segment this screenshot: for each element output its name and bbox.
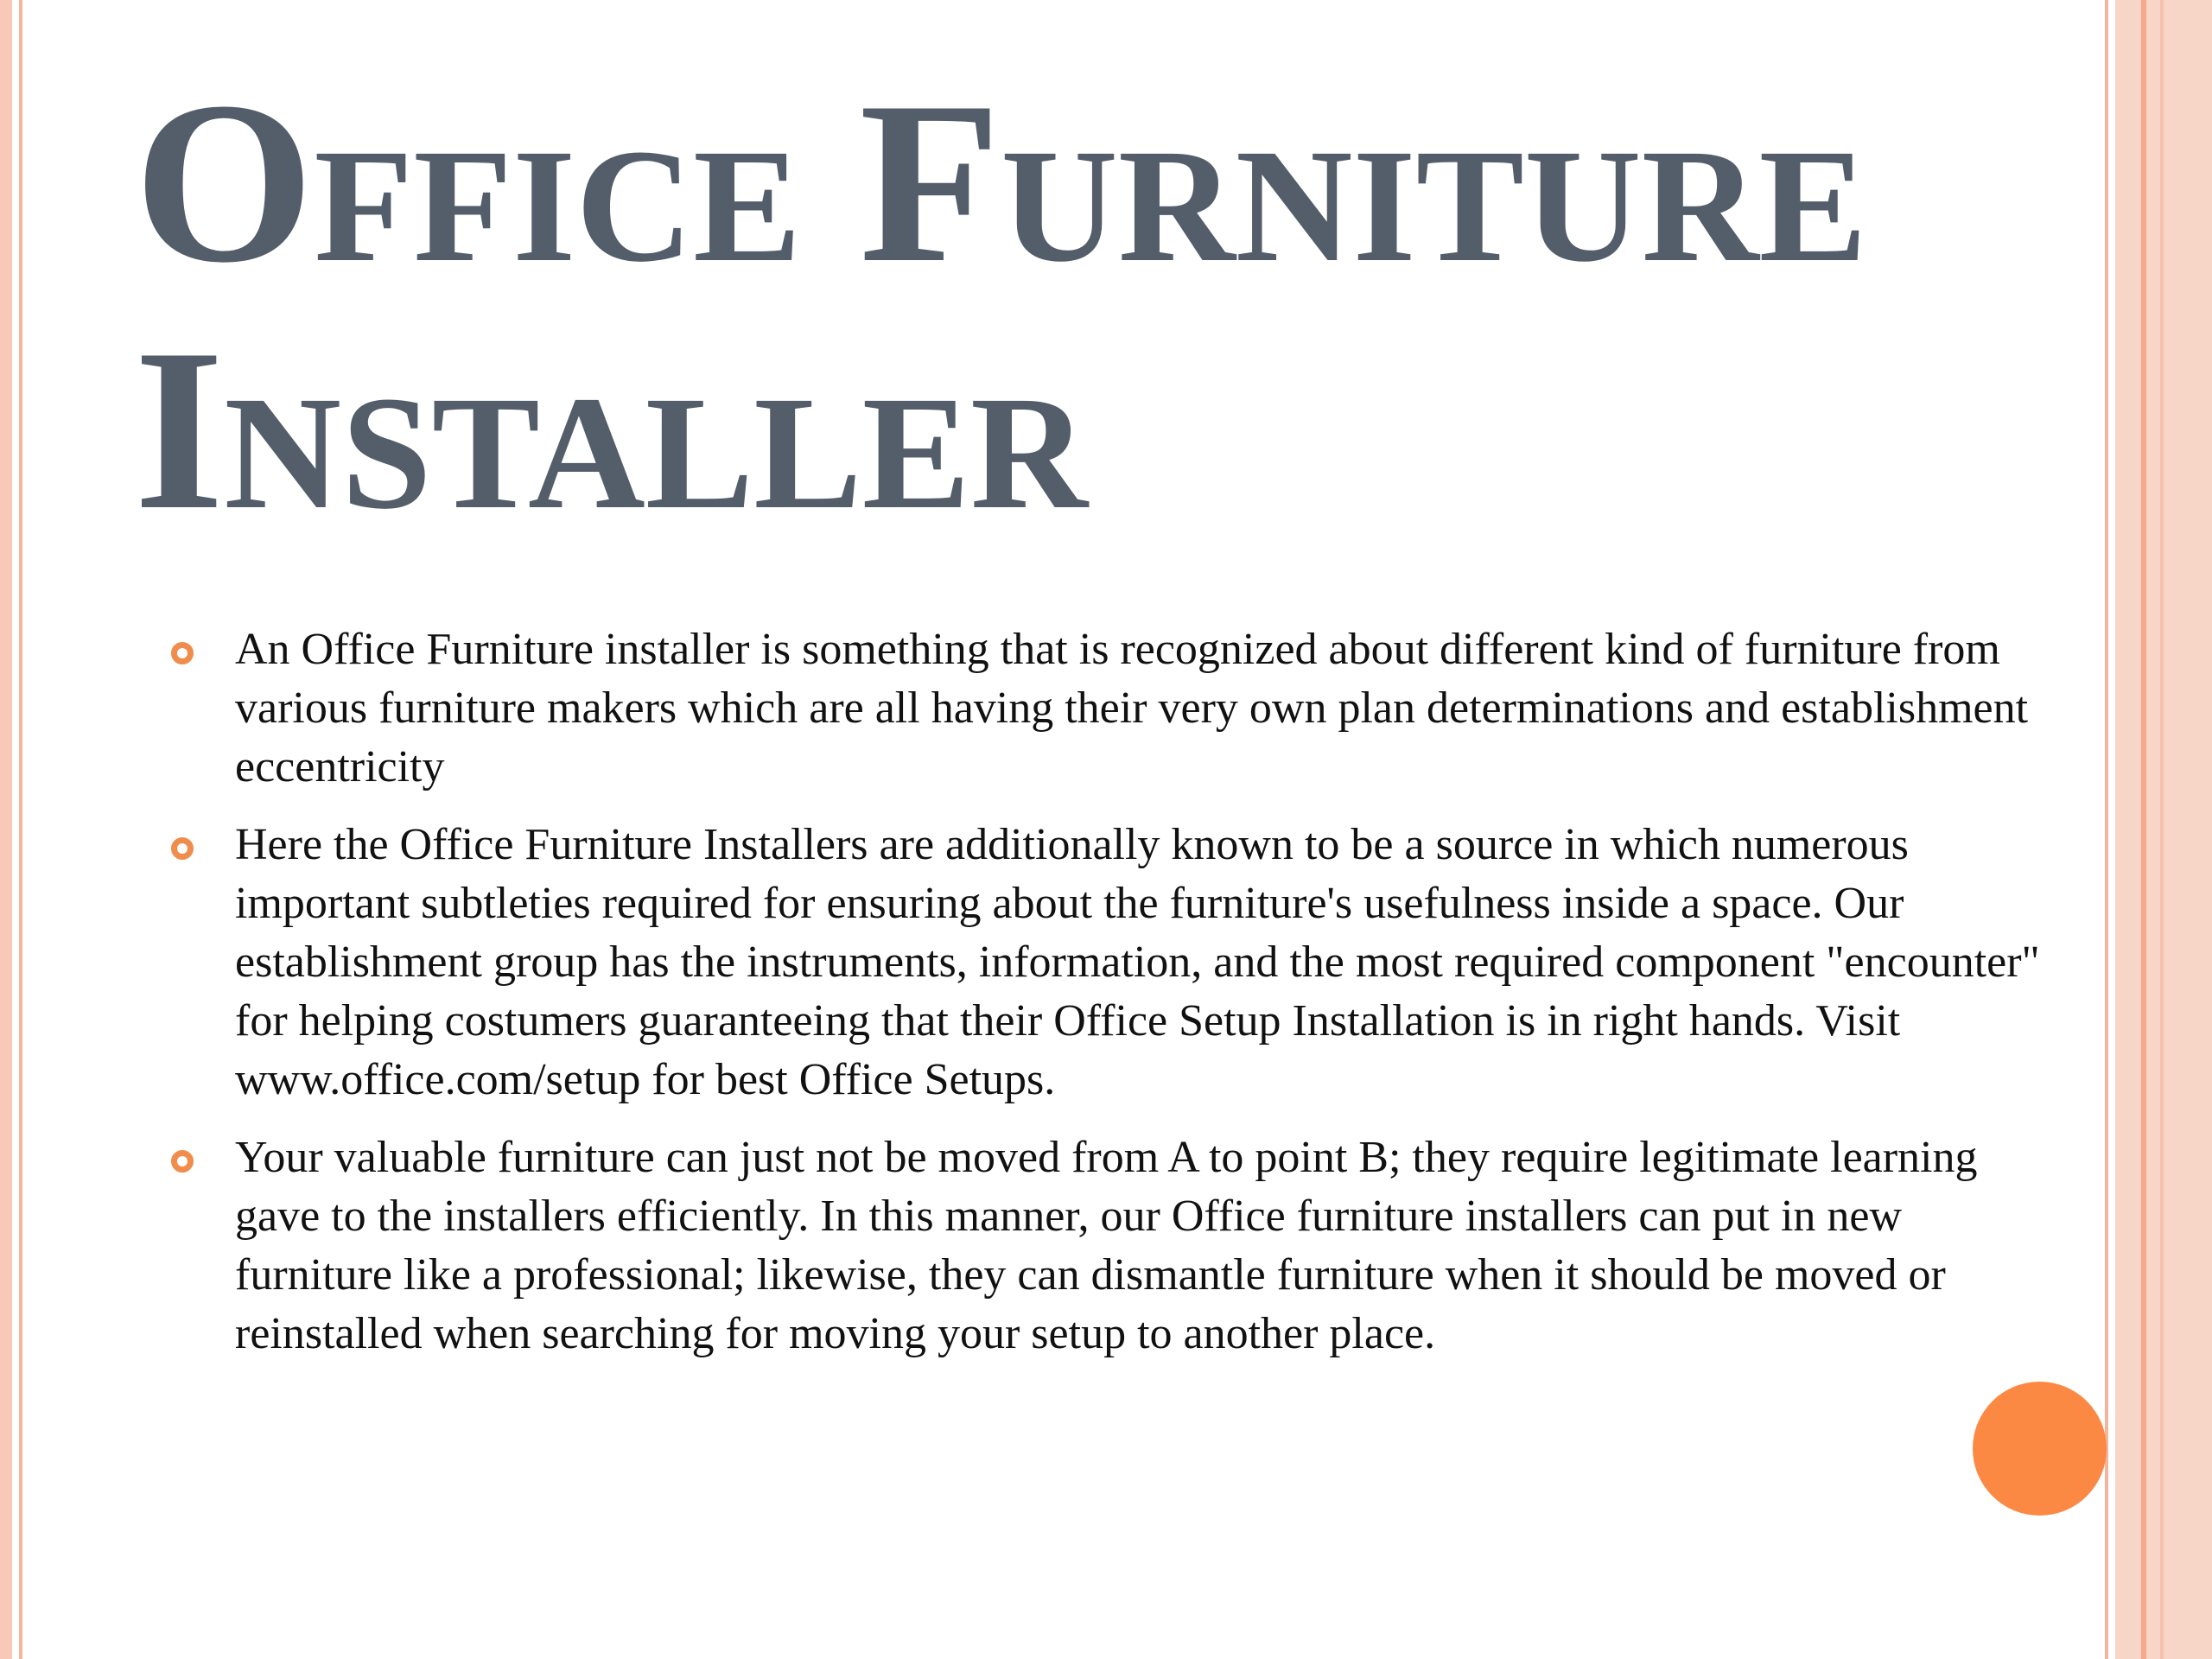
left-frame-border xyxy=(0,0,12,1659)
bullet-item xyxy=(164,1128,2061,1363)
right-frame-stripe-inner xyxy=(2160,0,2164,1659)
bullet-item xyxy=(164,620,2061,797)
bullet-text: Your valuable furniture can just not be moved from A to point B; they require legitimate learning gave to the installers efficiently. In this manner, our Office furniture installers can put in new furniture like a professional; likewise, they can dismantle furniture when it should be moved or reinstalled when searching for moving your setup to another place. xyxy=(235,1133,1978,1358)
bullet-item xyxy=(164,816,2061,1109)
right-frame-stripe xyxy=(2141,0,2146,1659)
bullet-ring-icon xyxy=(171,837,194,860)
accent-circle xyxy=(1973,1382,2107,1516)
left-frame-line xyxy=(19,0,22,1659)
bullet-text: An Office Furniture installer is something that is recognized about different kind of furniture from various furniture makers which are all having their very own plan determinations and establishment eccentricity xyxy=(235,625,2029,791)
bullet-text: Here the Office Furniture Installers are additionally known to be a source in which numerous important subtleties required for ensuring about the furniture's usefulness inside a space. Our establishment group has the instruments, information, and the most required component "encounter" for helping costumers guaranteeing that their Office Setup Installation is in right hands. Visit www.office.com/setup for best Office Setups. xyxy=(235,820,2040,1104)
bullet-ring-icon xyxy=(171,1150,194,1173)
slide-title: Office Furniture Installer xyxy=(134,54,1867,557)
bullet-ring-icon xyxy=(171,642,194,664)
bullet-list xyxy=(164,620,2061,1382)
right-frame-band xyxy=(2115,0,2212,1659)
